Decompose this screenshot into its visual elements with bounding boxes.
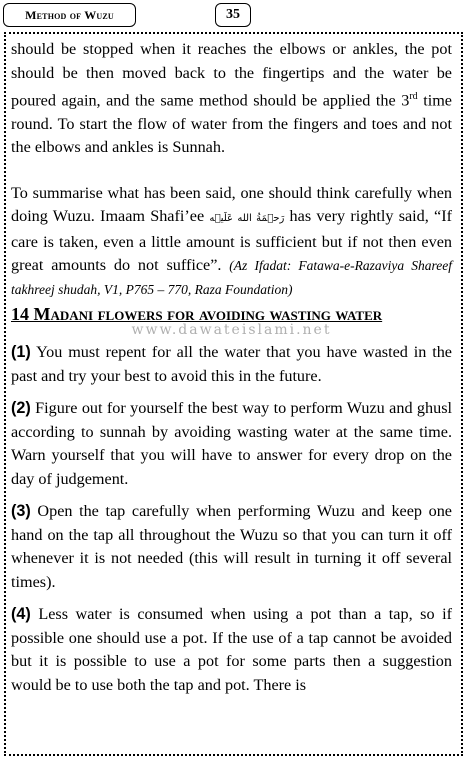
paragraph-1: should be stopped when it reaches the elbows or ankles, the pot should be then moved back to the fingertips and the water be poured again, and the same method should be applied the 3rd time round. To start the flow of water from the fingers and toes and not the elbows and ankles is Sunnah.: [11, 40, 452, 157]
book-title-tab: Method of Wuzu: [3, 3, 136, 27]
arabic-honorific: رَحۡمَةُ الله عَلَيۡه: [209, 213, 285, 225]
item-number: (3): [11, 502, 31, 521]
list-item: (3) Open the tap carefully when performing Wuzu and keep one hand on the tap all throughout the Wuzu so that you can turn it off whenever it is not needed (this will result in turning it off several times).: [11, 502, 452, 591]
list-item: (2) Figure out for yourself the best way to perform Wuzu and ghusl according to sunnah by avoiding wasting water at the same time. Warn yourself that you will have to answer for every drop on the day of judgement.: [11, 399, 452, 488]
watermark-url: www.dawateislami.net: [131, 322, 332, 339]
list-item: (1) You must repent for all the water that you have wasted in the past and try your best to avoid this in the future.: [11, 343, 452, 385]
paragraph-2: To summarise what has been said, one should think carefully when doing Wuzu. Imaam Shafi’ee رَحۡمَةُ الله عَلَيۡه has very rightly said, “If care is taken, even a little amount is sufficient but if not then even great amounts do not suffice”. (Az Ifadat: Fatawa-e-Razaviya Shareef takhreej shudah, V1, P765 – 770, Raza Foundation): [11, 183, 452, 297]
list-item: (4) Less water is consumed when using a pot than a tap, so if possible one should use a pot. If the use of a tap cannot be avoided but it is possible to use a pot for some parts then a suggestion would be to use both the tap and pot. There is: [11, 605, 452, 694]
item-number: (2): [11, 399, 31, 418]
page-content: [11, 38, 452, 697]
page-number: 35: [215, 3, 251, 27]
section-heading: 14 Madani flowers for avoiding wasting water: [11, 304, 383, 325]
item-number: (1): [11, 343, 31, 362]
item-number: (4): [11, 605, 31, 624]
citation: (Az Ifadat: Fatawa-e-Razaviya Shareef takhreej shudah, V1, P765 – 770, Raza Foundation): [11, 258, 452, 297]
